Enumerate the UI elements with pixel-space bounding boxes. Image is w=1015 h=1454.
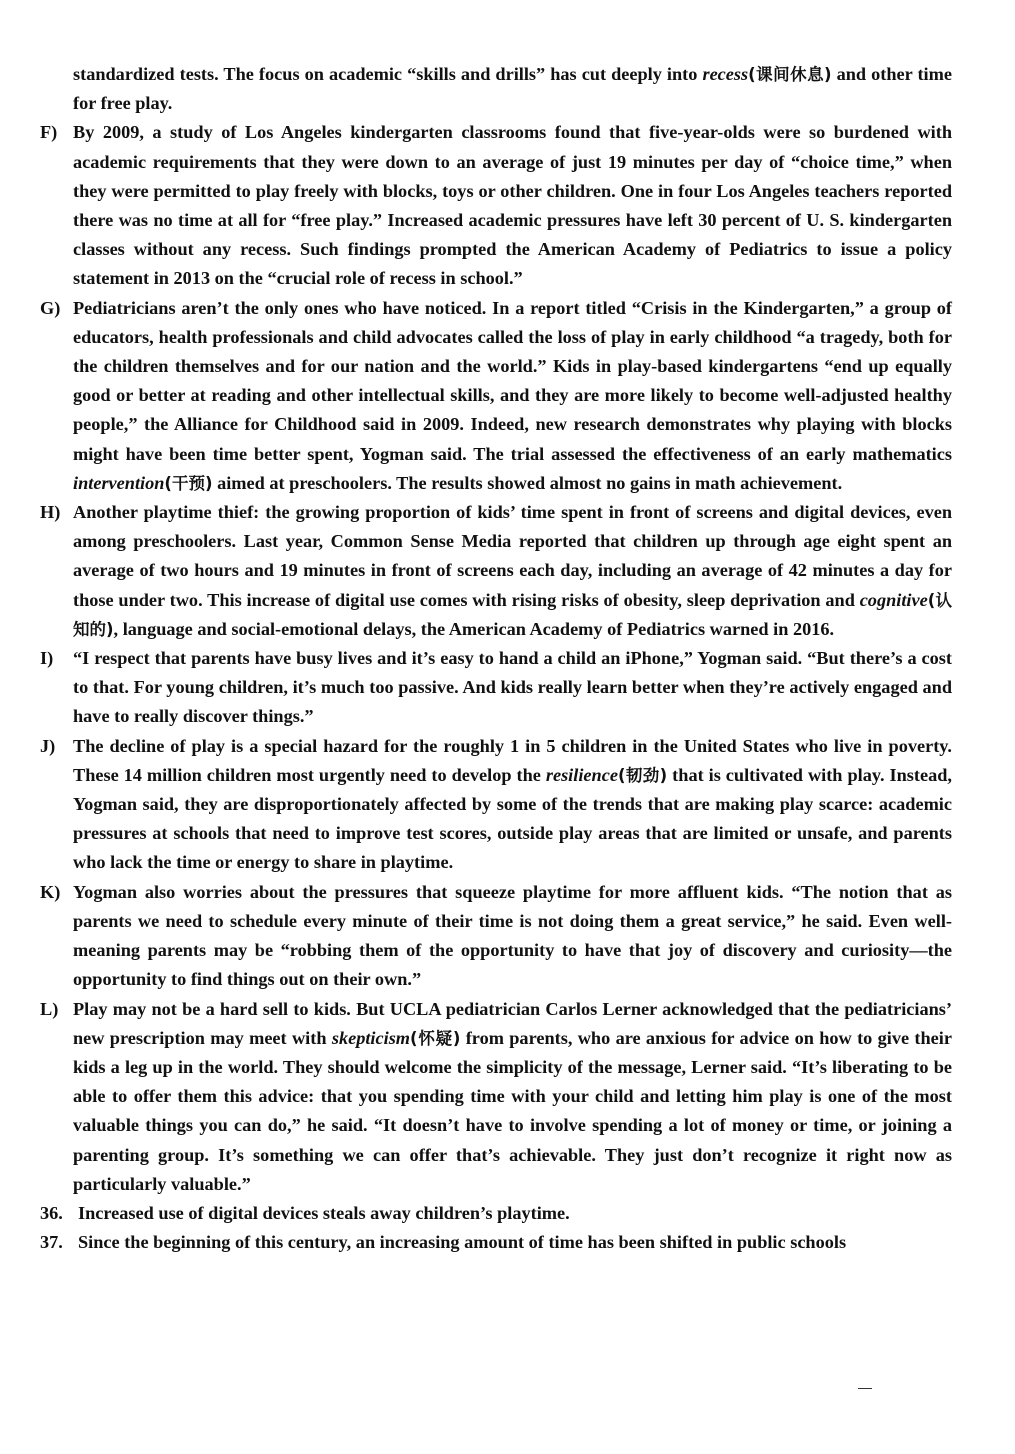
glossed-term: skepticism [331, 1027, 411, 1048]
chinese-gloss: (韧劲) [617, 765, 668, 785]
reading-passage [40, 60, 952, 1257]
paragraph-j [40, 732, 952, 878]
question-36 [40, 1199, 952, 1228]
paragraph-text: , language and social-emotional delays, the American Academy of Pediatrics warned in 2016. [113, 618, 835, 639]
paragraph-text: standardized tests. The focus on academic “skills and drills” has cut deeply into [73, 64, 703, 84]
glossed-term: recess [702, 64, 749, 84]
paragraph-text: Another playtime thief: the growing proportion of kids’ time spent in front of screens and digital devices, even among preschoolers. Last year, Common Sense Media reported that children up through age eight spent an average of two hours and 19 minutes in front of screens each day, including an average of 42 minutes a day for those under two. This increase of digital use comes with rising risks of obesity, sleep deprivation and [73, 502, 952, 610]
question-text: Increased use of digital devices steals away children’s playtime. [78, 1202, 570, 1223]
paragraph-label: J) [40, 735, 56, 756]
paragraph-label: L) [40, 998, 59, 1019]
paragraph-text: By 2009, a study of Los Angeles kindergarten classrooms found that five-year-olds were so burdened with academic requirements that they were down to an average of just 19 minutes per day of “choice time,” when they were permitted to play freely with blocks, toys or other children. One in four Los Angeles teachers reported there was no time at all for “free play.” Increased academic pressures have left 30 percent of U. S. kindergarten classes without any recess. Such findings prompted the American Academy of Pediatrics to issue a policy statement in 2013 on the “crucial role of recess in school.” [73, 122, 952, 289]
paragraph-k [40, 878, 952, 995]
paragraph-label: K) [40, 881, 61, 902]
glossed-term: cognitive [859, 589, 928, 610]
paragraph-label: F) [40, 122, 58, 143]
question-number: 36. [40, 1202, 63, 1223]
paragraph-text: from parents, who are anxious for advice on how to give their kids a leg up in the world. They should welcome the simplicity of the message, Lerner said. “It’s liberating to be able to offer them this advice: that you spending time with your child and letting him play is one of the most valuable things you can do,” he said. “It doesn’t have to involve spending a lot of money or time, or joining a parenting group. It’s something we can offer that’s achievable. They just don’t recognize it right now as particularly valuable.” [73, 1027, 952, 1194]
question-text: Since the beginning of this century, an increasing amount of time has been shifted in public schools [78, 1232, 847, 1253]
question-37 [40, 1228, 952, 1257]
glossed-term: resilience [545, 764, 618, 785]
paragraph-text: Pediatricians aren’t the only ones who have noticed. In a report titled “Crisis in the Kindergarten,” a group of educators, health professionals and child advocates called the loss of play in early childhood “a tragedy, both for the children themselves and for our nation and the world.” Kids in play-based kindergartens “end up equally good or better at reading and other intellectual skills, and they are more likely to become well-adjusted healthy people,” the Alliance for Childhood said in 2009. Indeed, new research demonstrates why playing with blocks might have been time better spent, Yogman said. The trial assessed the effectiveness of an early mathematics [73, 297, 952, 464]
glossed-term: intervention [73, 472, 165, 493]
paragraph-text: and other time for free play. [73, 64, 952, 114]
page-footer-mark [858, 1388, 872, 1389]
paragraph-label: G) [40, 297, 61, 318]
paragraph-h [40, 498, 952, 644]
paragraph-text: Play may not be a hard sell to kids. But UCLA pediatrician Carlos Lerner acknowledged that the pediatricians’ new prescription may meet with [73, 998, 952, 1048]
chinese-gloss: (课间休息) [748, 65, 832, 84]
paragraph-f [40, 118, 952, 293]
paragraph-text: aimed at preschoolers. The results showed almost no gains in math achievement. [212, 472, 843, 493]
question-number: 37. [40, 1232, 63, 1253]
chinese-gloss: (干预) [164, 473, 213, 493]
paragraph-text: Yogman also worries about the pressures that squeeze playtime for more affluent kids. “The notion that as parents we need to schedule every minute of their time is not doing them a great service,” he said. Even well-meaning parents may be “robbing them of the opportunity to have that joy of discovery and curiosity—the opportunity to find things out on their own.” [73, 881, 952, 990]
paragraph-label: H) [40, 502, 61, 523]
paragraph-continuation [40, 60, 952, 118]
paragraph-l [40, 995, 952, 1199]
chinese-gloss: (认知的) [73, 590, 953, 639]
paragraph-text: The decline of play is a special hazard for the roughly 1 in 5 children in the United States who live in poverty. These 14 million children most urgently need to develop the [73, 735, 952, 785]
chinese-gloss: (怀疑) [410, 1028, 461, 1048]
paragraph-text: that is cultivated with play. Instead, Yogman said, they are disproportionately affected by some of the trends that are making play scarce: academic pressures at schools that need to improve test scores, outside play areas that are limited or unsafe, and parents who lack the time or energy to share in playtime. [73, 764, 952, 873]
paragraph-text: “I respect that parents have busy lives and it’s easy to hand a child an iPhone,” Yogman said. “But there’s a cost to that. For young children, it’s much too passive. And kids really learn better when they’re actively engaged and have to really discover things.” [73, 648, 952, 727]
paragraph-g [40, 294, 952, 498]
paragraph-label: I) [40, 648, 54, 669]
paragraph-i [40, 644, 952, 732]
